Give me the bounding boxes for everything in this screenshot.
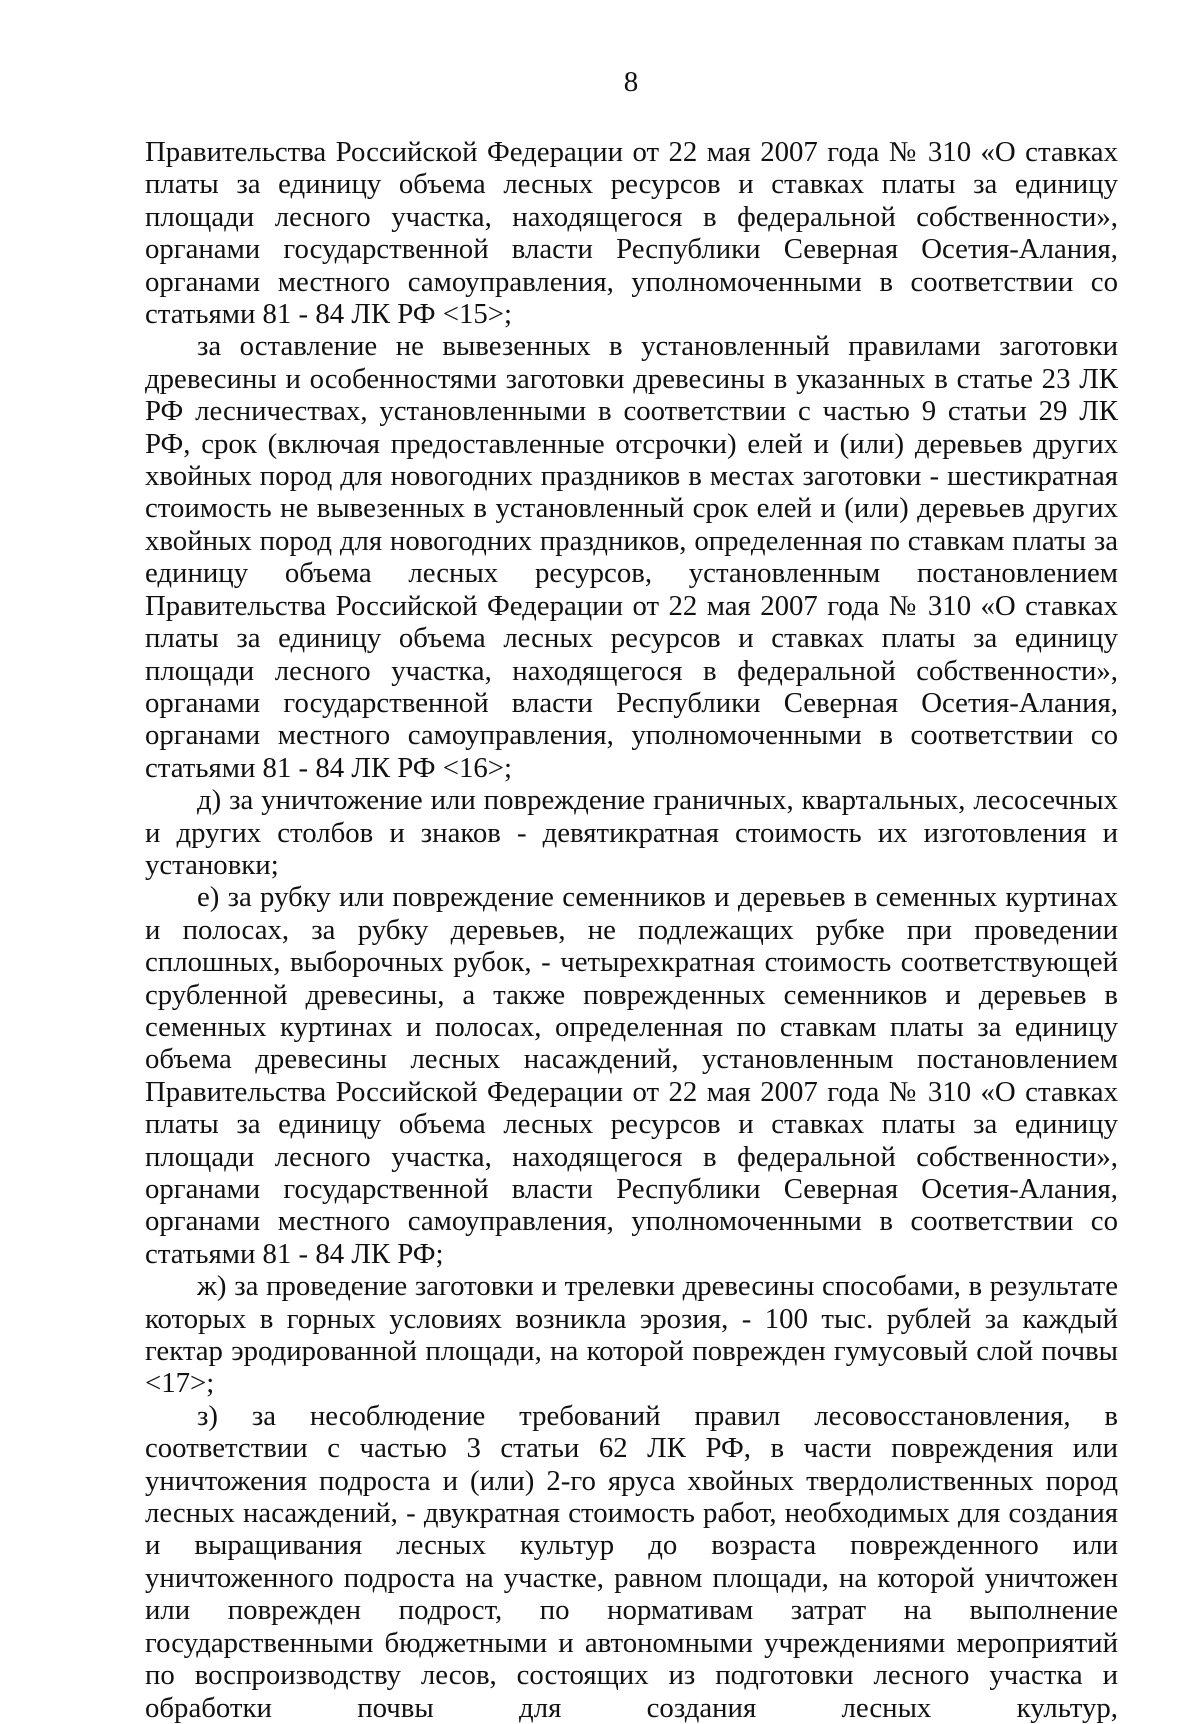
document-body <box>145 136 1118 1724</box>
paragraph-item-zh: ж) за проведение заготовки и трелевки древесины способами, в результате которых в горных условиях возникла эрозия, - 100 тыс. рублей за каждый гектар эродированной площади, на которой поврежден гумусовый слой почвы <17>; <box>145 1270 1118 1400</box>
paragraph-item-d: д) за уничтожение или повреждение граничных, квартальных, лесосечных и других столбов и знаков - девятикратная стоимость их изготовления и установки; <box>145 784 1118 881</box>
paragraph-removal-of-trees: за оставление не вывезенных в установленный правилами заготовки древесины и особенностями заготовки древесины в указанных в статье 23 ЛК РФ лесничествах, установленными в соответствии с частью 9 статьи 29 ЛК РФ, срок (включая предоставленные отсрочки) елей и (или) деревьев других хвойных пород для новогодних праздников в местах заготовки - шестикратная стоимость не вывезенных в установленный срок елей и (или) деревьев других хвойных пород для новогодних праздников, определенная по ставкам платы за единицу объема лесных ресурсов, установленным постановлением Правительства Российской Федерации от 22 мая 2007 года № 310 «О ставках платы за единицу объема лесных ресурсов и ставках платы за единицу площади лесного участка, находящегося в федеральной собственности», органами государственной власти Республики Северная Осетия-Алания, органами местного самоуправления, уполномоченными в соответствии со статьями 81 - 84 ЛК РФ <16>; <box>145 330 1118 784</box>
paragraph-continuation: Правительства Российской Федерации от 22 мая 2007 года № 310 «О ставках платы за единицу объема лесных ресурсов и ставках платы за единицу площади лесного участка, находящегося в федеральной собственности», органами государственной власти Республики Северная Осетия-Алания, органами местного самоуправления, уполномоченными в соответствии со статьями 81 - 84 ЛК РФ <15>; <box>145 136 1118 331</box>
paragraph-item-e: е) за рубку или повреждение семенников и деревьев в семенных куртинах и полосах, за рубку деревьев, не подлежащих рубке при проведении сплошных, выборочных рубок, - четырехкратная стоимость соответствующей срубленной древесины, а также поврежденных семенников и деревьев в семенных куртинах и полосах, определенная по ставкам платы за единицу объема древесины лесных насаждений, установленным постановлением Правительства Российской Федерации от 22 мая 2007 года № 310 «О ставках платы за единицу объема лесных ресурсов и ставках платы за единицу площади лесного участка, находящегося в федеральной собственности», органами государственной власти Республики Северная Осетия-Алания, органами местного самоуправления, уполномоченными в соответствии со статьями 81 - 84 ЛК РФ; <box>145 881 1118 1270</box>
page-number: 8 <box>623 66 639 98</box>
paragraph-item-z: з) за несоблюдение требований правил лесовосстановления, в соответствии с частью 3 статьи 62 ЛК РФ, в части повреждения или уничтожения подроста и (или) 2-го яруса хвойных твердолиственных пород лесных насаждений, - двукратная стоимость работ, необходимых для создания и выращивания лесных культур до возраста поврежденного или уничтоженного подроста на участке, равном площади, на которой уничтожен или поврежден подрост, по нормативам затрат на выполнение государственными бюджетными и автономными учреждениями мероприятий по воспроизводству лесов, состоящих из подготовки лесного участка и обработки почвы для создания лесных культур, <box>145 1399 1118 1724</box>
